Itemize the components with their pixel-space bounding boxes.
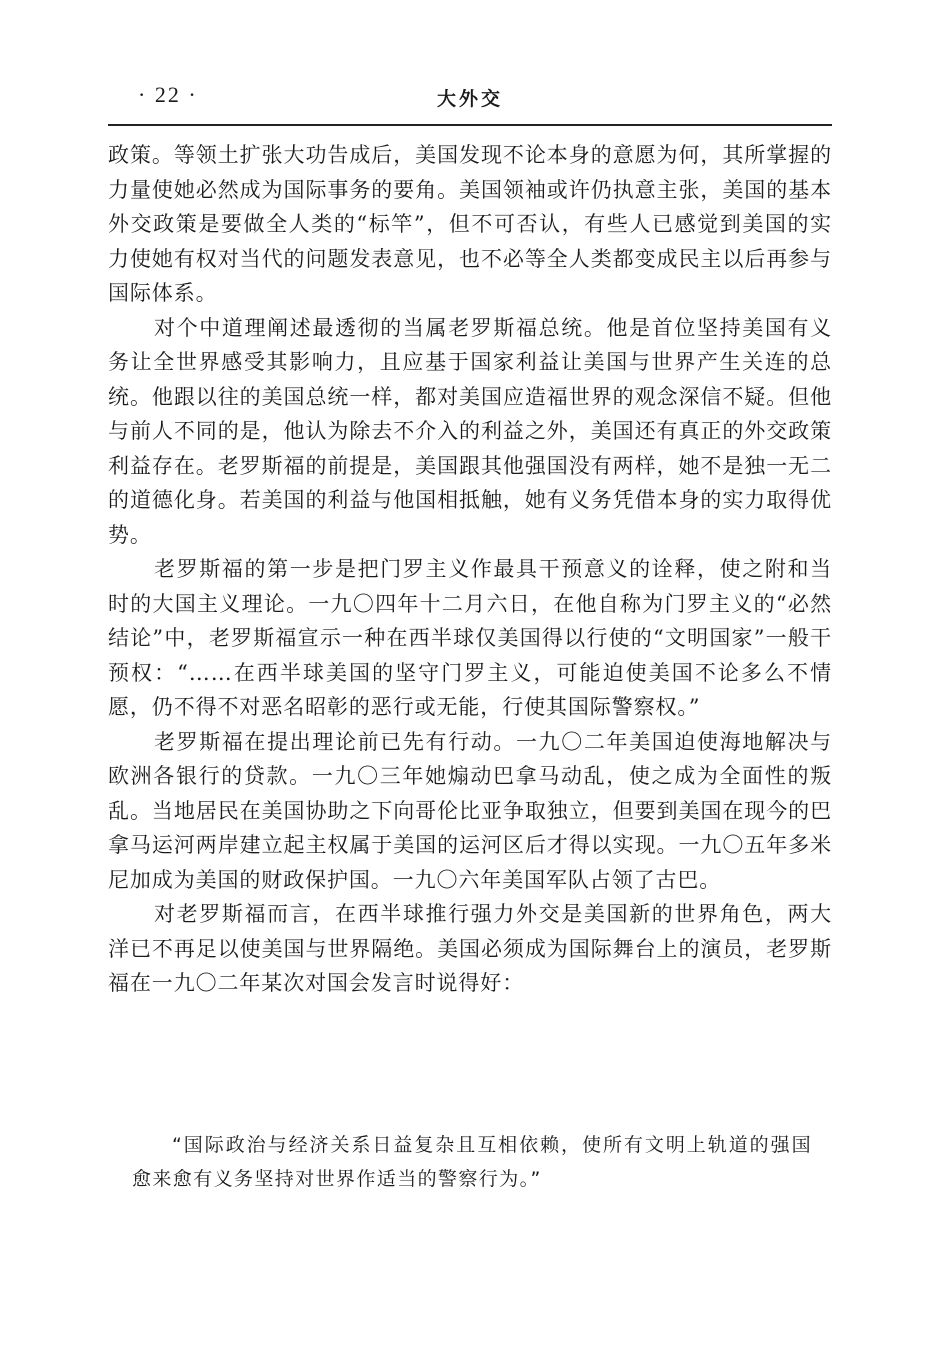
paragraph-1: 政策。等领土扩张大功告成后，美国发现不论本身的意愿为何，其所掌握的力量使她必然成为国际事务的要角。美国领袖或许仍执意主张，美国的基本外交政策是要做全人类的“标竿”，但不可否认，有些人已感觉到美国的实力使她有权对当代的问题发表意见，也不必等全人类都变成民主以后再参与国际体系。 xyxy=(108,143,832,305)
body-text xyxy=(108,138,832,1001)
header-rule xyxy=(108,124,832,126)
page-header xyxy=(108,80,832,116)
block-quote: “国际政治与经济关系日益复杂且互相依赖，使所有文明上轨道的强国愈来愈有义务坚持对世界作适当的警察行为。” xyxy=(132,1134,812,1190)
paragraph-4: 老罗斯福在提出理论前已先有行动。一九〇二年美国迫使海地解决与欧洲各银行的贷款。一九〇三年她煽动巴拿马动乱，使之成为全面性的叛乱。当地居民在美国协助之下向哥伦比亚争取独立，但要到美国在现今的巴拿马运河两岸建立起主权属于美国的运河区后才得以实现。一九〇五年多米尼加成为美国的财政保护国。一九〇六年美国军队占领了古巴。 xyxy=(108,729,832,892)
running-title: 大外交 xyxy=(436,88,503,110)
paragraph-2: 对个中道理阐述最透彻的当属老罗斯福总统。他是首位坚持美国有义务让全世界感受其影响力，且应基于国家利益让美国与世界产生关连的总统。他跟以往的美国总统一样，都对美国应造福世界的观念深信不疑。但他与前人不同的是，他认为除去不介入的利益之外，美国还有真正的外交政策利益存在。老罗斯福的前提是，美国跟其他强国没有两样，她不是独一无二的道德化身。若美国的利益与他国相抵触，她有义务凭借本身的实力取得优势。 xyxy=(108,315,832,547)
page-number: · 22 · xyxy=(138,82,198,107)
paragraph-3: 老罗斯福的第一步是把门罗主义作最具干预意义的诠释，使之附和当时的大国主义理论。一九〇四年十二月六日，在他自称为门罗主义的“必然结论”中，老罗斯福宣示一种在西半球仅美国得以行使的“文明国家”一般干预权：“……在西半球美国的坚守门罗主义，可能迫使美国不论多么不情愿，仍不得不对恶名昭彰的恶行或无能，行使其国际警察权。” xyxy=(108,557,832,719)
paragraph-5: 对老罗斯福而言，在西半球推行强力外交是美国新的世界角色，两大洋已不再足以使美国与世界隔绝。美国必须成为国际舞台上的演员，老罗斯福在一九〇二年某次对国会发言时说得好： xyxy=(108,902,832,995)
